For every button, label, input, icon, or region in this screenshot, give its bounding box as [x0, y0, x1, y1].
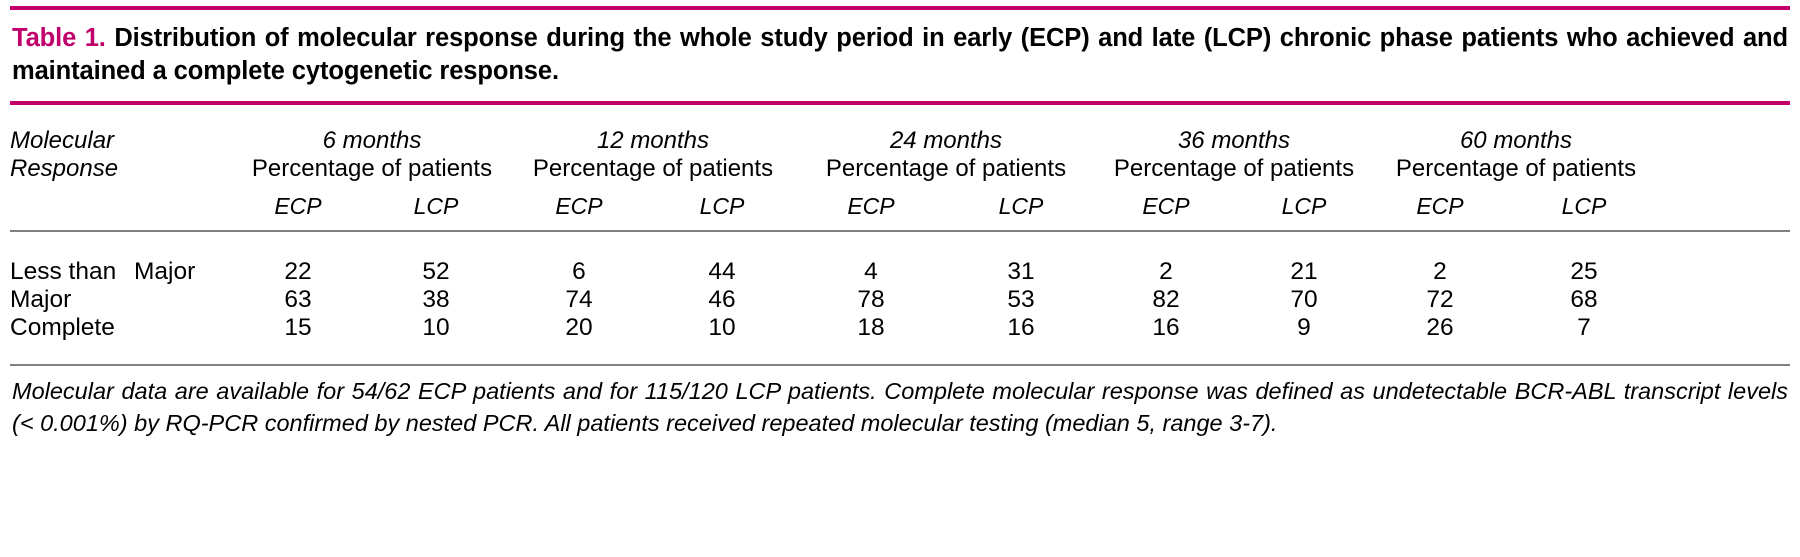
- timepoint-title-2: 12 months: [596, 127, 710, 155]
- cell-r1-c8: 21: [1290, 258, 1318, 286]
- cell-r1-c10: 25: [1570, 258, 1598, 286]
- cell-r3-c3: 20: [565, 314, 593, 342]
- timepoint-title-4: 36 months: [1177, 127, 1291, 155]
- cell-r1-c3: 6: [572, 258, 586, 286]
- timepoint-subtitle-4: Percentage of patients: [1113, 155, 1355, 183]
- cell-r2-c3: 74: [565, 286, 593, 314]
- table-1-container: [0, 6, 1800, 440]
- cell-r3-c7: 16: [1152, 314, 1180, 342]
- stub-header: [10, 127, 134, 183]
- row-label-1b: Major: [134, 258, 196, 286]
- cell-r2-c5: 78: [857, 286, 885, 314]
- timepoint-subtitle-3: Percentage of patients: [825, 155, 1067, 183]
- col-header-3-lcp: LCP: [998, 193, 1044, 220]
- cell-r1-c6: 31: [1007, 258, 1035, 286]
- col-header-1-ecp: ECP: [274, 193, 322, 220]
- col-header-4-ecp: ECP: [1142, 193, 1190, 220]
- cell-r3-c6: 16: [1007, 314, 1035, 342]
- row-label-2b: [134, 286, 234, 314]
- stub-header-line2: Response: [10, 155, 119, 183]
- cell-r3-c9: 26: [1426, 314, 1454, 342]
- table-caption-label: Table 1.: [12, 24, 106, 52]
- header-bottom-spacer: [10, 220, 1790, 230]
- cell-r3-c1: 15: [284, 314, 312, 342]
- row-label-3a: Complete: [10, 314, 115, 342]
- cell-r1-c7: 2: [1159, 258, 1173, 286]
- cell-r2-c6: 53: [1007, 286, 1035, 314]
- row-label-1a: Less than: [10, 258, 117, 286]
- header-row-timepoints: [10, 127, 1790, 155]
- cell-r2-c10: 68: [1570, 286, 1598, 314]
- cell-r3-c5: 18: [857, 314, 885, 342]
- cell-r2-c4: 46: [708, 286, 736, 314]
- cell-r2-c2: 38: [422, 286, 450, 314]
- cell-r3-c4: 10: [708, 314, 736, 342]
- table-row: [10, 258, 1790, 286]
- cell-r1-c9: 2: [1433, 258, 1447, 286]
- col-header-5-lcp: LCP: [1561, 193, 1607, 220]
- cell-r3-c8: 9: [1297, 314, 1311, 342]
- table-row: [10, 314, 1790, 342]
- molecular-response-table: [10, 105, 1790, 366]
- timepoint-subtitle-2: Percentage of patients: [532, 155, 774, 183]
- col-header-4-lcp: LCP: [1281, 193, 1327, 220]
- table-footnote: Molecular data are available for 54/62 ECP patients and for 115/120 LCP patients. Complete molecular response was defined as undetectable BCR-ABL transcript levels (< 0.001%) by RQ-PCR confirmed by nested PCR. All patients received repeated molecular testing (median 5, range 3-7).: [12, 378, 1788, 436]
- row-label-2a: Major: [10, 286, 72, 314]
- cell-r1-c2: 52: [422, 258, 450, 286]
- table-caption: [10, 10, 1790, 91]
- table-caption-text: Distribution of molecular response during the whole study period in early (ECP) and late (LCP) chronic phase patients who achieved and maintained a complete cytogenetic response.: [12, 24, 1788, 85]
- col-header-1-lcp: LCP: [413, 193, 459, 220]
- cell-r3-c2: 10: [422, 314, 450, 342]
- cell-r2-c7: 82: [1152, 286, 1180, 314]
- body-bottom-spacer: [10, 342, 1790, 364]
- timepoint-title-1: 6 months: [322, 127, 422, 155]
- timepoint-title-5: 60 months: [1459, 127, 1573, 155]
- stub-header-line1: Molecular: [10, 127, 115, 155]
- cell-r1-c4: 44: [708, 258, 736, 286]
- cell-r2-c8: 70: [1290, 286, 1318, 314]
- header-top-spacer: [10, 105, 1790, 127]
- header-row-subtitles: [10, 155, 1790, 183]
- timepoint-subtitle-5: Percentage of patients: [1395, 155, 1637, 183]
- col-header-2-ecp: ECP: [555, 193, 603, 220]
- cell-r2-c9: 72: [1426, 286, 1454, 314]
- cell-r3-c10: 7: [1577, 314, 1591, 342]
- cell-r2-c1: 63: [284, 286, 312, 314]
- col-header-2-lcp: LCP: [699, 193, 745, 220]
- timepoint-title-3: 24 months: [889, 127, 1003, 155]
- table-row: [10, 286, 1790, 314]
- row-label-3b: [134, 314, 234, 342]
- header-row-groups: [10, 193, 1790, 220]
- col-header-3-ecp: ECP: [847, 193, 895, 220]
- col-header-5-ecp: ECP: [1416, 193, 1464, 220]
- body-top-spacer: [10, 232, 1790, 258]
- timepoint-subtitle-1: Percentage of patients: [251, 155, 493, 183]
- header-subtitle-spacer: [10, 183, 1790, 193]
- cell-r1-c1: 22: [284, 258, 312, 286]
- cell-r1-c5: 4: [864, 258, 878, 286]
